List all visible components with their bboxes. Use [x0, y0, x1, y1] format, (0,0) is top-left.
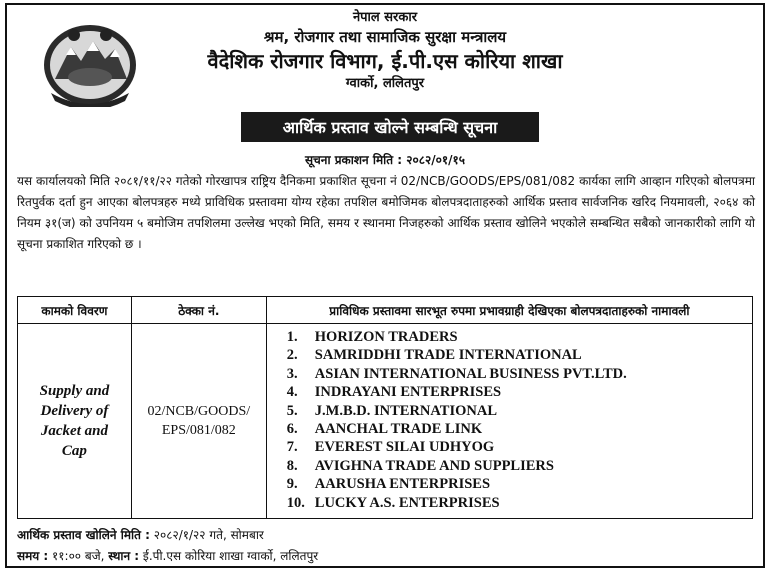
column-header-bidders: प्राविधिक प्रस्तावमा सारभूत रुपमा प्रभावग्राही देखिएका बोलपत्रदाताहरुको नामावली	[266, 297, 752, 324]
time-label: समय :	[17, 549, 49, 563]
list-item	[287, 328, 752, 346]
notice-page	[5, 3, 765, 568]
bidder-name: SAMRIDDHI TRADE INTERNATIONAL	[314, 347, 582, 364]
list-item	[287, 383, 752, 401]
bidder-number: 5.	[286, 402, 298, 419]
notice-body: यस कार्यालयको मिति २०८१/११/२२ गतेको गोरखापत्र राष्ट्रिय दैनिकमा प्रकाशित सूचना नं 02/NCB/GOODS/EPS/081/082 कार्यका लागि आव्हान गरिएको बोलपत्रमा रितपुर्वक दर्ता हुन आएका बोलपत्रहरु मध्ये प्राविधिक प्रस्तावमा योग्य रहेका तपशिल बमोजिमक बोलपत्रदाताहरुको आर्थिक प्रस्ताव सार्वजनिक खरिद नियमावली, २०६४ को नियम ३१(ज) को उपनियम ५ बमोजिम तपशिलमा उल्लेख भएको मिति, समय र स्थानमा निजहरुको आर्थिक प्रस्ताव खोलिने भएकोले सम्बन्धित सबैको जानकारीको लागि यो सूचना प्रकाशित गरिएको छ ।	[17, 174, 755, 251]
opening-date-value: २०८२/१/२२ गते, सोमबार	[149, 528, 264, 542]
bidder-number: 9.	[286, 476, 298, 493]
notice-title-banner: आर्थिक प्रस्ताव खोल्ने सम्बन्धि सूचना	[241, 112, 539, 142]
office-location: ग्वार्को, ललितपुर	[345, 76, 425, 91]
table-header-row	[18, 297, 753, 324]
work-line: Supply and	[39, 383, 110, 400]
bidder-number: 6.	[286, 421, 298, 438]
time-place-line	[17, 546, 318, 567]
ministry-title: श्रम, रोजगार तथा सामाजिक सुरक्षा मन्त्रालय	[263, 28, 507, 46]
bidder-number: 8.	[286, 457, 298, 474]
bidder-number: 10.	[286, 494, 305, 511]
bidder-name: HORIZON TRADERS	[314, 329, 458, 345]
bidder-name: AARUSHA ENTERPRISES	[314, 476, 491, 493]
notice-header	[7, 9, 763, 93]
bidders-list-cell	[266, 324, 752, 519]
opening-date-line	[17, 525, 318, 546]
opening-date-label: आर्थिक प्रस्ताव खोलिने मिति :	[17, 528, 150, 542]
bidder-number: 1.	[286, 329, 298, 345]
list-item	[287, 494, 752, 512]
work-line: Cap	[61, 443, 87, 460]
publication-date: सूचना प्रकाशन मिति : २०८२/०१/१५	[305, 153, 465, 167]
time-value: ११:०० बजे,	[48, 549, 109, 563]
notice-footer	[17, 525, 318, 567]
list-item	[287, 438, 752, 456]
government-title: नेपाल सरकार	[352, 10, 418, 25]
column-header-work: कामको विवरण	[18, 297, 132, 324]
bidder-number: 4.	[286, 384, 298, 401]
contract-line: EPS/081/082	[161, 423, 236, 439]
bidder-number: 7.	[286, 439, 298, 456]
bidder-name: LUCKY A.S. ENTERPRISES	[314, 494, 500, 511]
bidders-table	[17, 296, 753, 519]
bidder-name: EVEREST SILAI UDHYOG	[314, 439, 495, 456]
list-item	[287, 402, 752, 420]
bidder-name: AVIGHNA TRADE AND SUPPLIERS	[314, 457, 554, 474]
work-description-cell	[18, 324, 132, 519]
work-line: Jacket and	[40, 423, 108, 440]
bidder-name: J.M.B.D. INTERNATIONAL	[314, 402, 497, 419]
table-row	[18, 324, 753, 519]
contract-number-cell	[131, 324, 266, 519]
place-value: ई.पी.एस कोरिया शाखा ग्वार्को, ललितपुर	[139, 549, 319, 563]
bidder-number: 2.	[286, 347, 298, 364]
list-item	[287, 420, 752, 438]
bidder-name: ASIAN INTERNATIONAL BUSINESS PVT.LTD.	[314, 365, 627, 382]
list-item	[287, 475, 752, 493]
column-header-contract: ठेक्का नं.	[131, 297, 266, 324]
bidder-name: AANCHAL TRADE LINK	[314, 421, 483, 438]
list-item	[287, 365, 752, 383]
list-item	[287, 457, 752, 475]
contract-line: 02/NCB/GOODS/	[147, 404, 251, 420]
place-label: स्थान :	[108, 549, 140, 563]
list-item	[287, 346, 752, 364]
work-line: Delivery of	[40, 403, 109, 420]
bidder-number: 3.	[286, 365, 298, 382]
bidder-name: INDRAYANI ENTERPRISES	[314, 384, 502, 401]
department-title: वैदेशिक रोजगार विभाग, ई.पी.एस कोरिया शाखा	[207, 49, 563, 73]
